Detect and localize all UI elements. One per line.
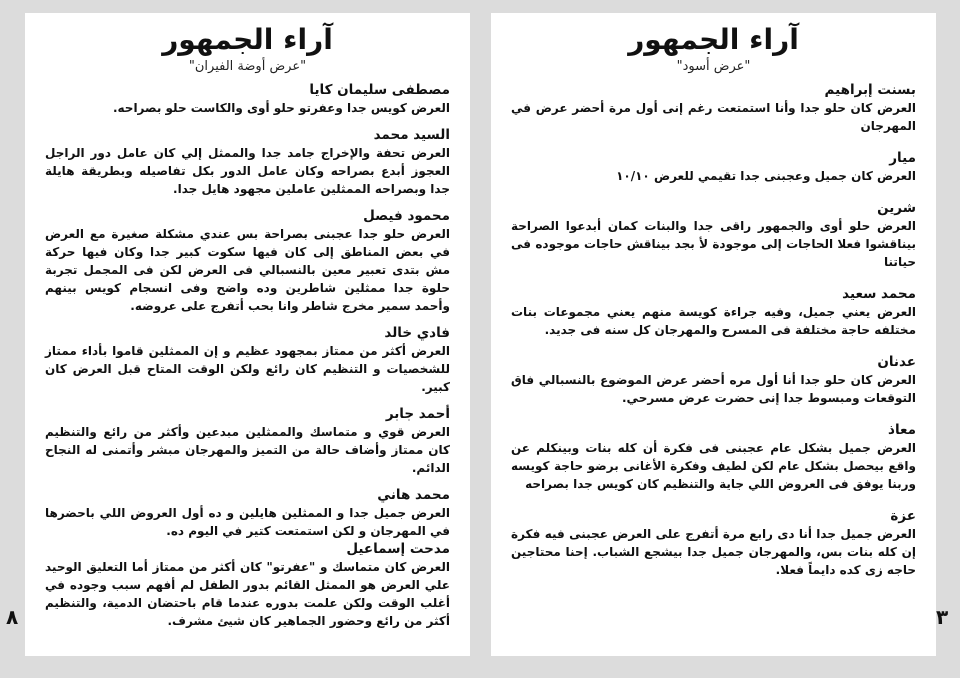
reviewer-name: السيد محمد <box>373 127 450 143</box>
review-text: العرض كان حلو جدا أنا أول مره أحضر عرض الموضوع بالنسبالي فاق التوقعات ومبسوط جدا إنى حضرت عرض مسرحي. <box>511 373 916 405</box>
page-subtitle: "عرض أسود" <box>676 59 751 74</box>
review-entry <box>45 540 450 630</box>
review-entry <box>45 126 450 198</box>
reviewer-name: شرين <box>877 200 916 216</box>
reviewer-name: محمد سعيد <box>842 286 916 302</box>
reviewer-name: محمود فيصل <box>363 208 450 224</box>
review-text: العرض جميل بشكل عام عجبنى فى فكرة أن كله بنات وبينكلم عن واقع بيحصل بشكل عام لكن لطيف وفكرة الأغانى برضو حاجة كويسه وربنا يوفق فى العروض اللي جاية والتنظيم كان كويس جدا بصراحه <box>511 441 916 491</box>
review-text: العرض كويس جدا وعفرتو حلو أوى والكاست حلو بصراحه. <box>112 101 450 115</box>
review-entry <box>511 149 916 185</box>
reviewer-name: بسنت إبراهيم <box>824 82 916 98</box>
page-subtitle: "عرض أوضة الفيران" <box>188 59 307 74</box>
review-entry <box>511 421 916 493</box>
review-entry <box>511 285 916 339</box>
page-title: آراء الجمهور <box>162 23 333 56</box>
review-entry <box>511 81 916 135</box>
review-text: العرض أكثر من ممتاز بمجهود عظيم و إن الممثلين قاموا بأداء ممتاز للشخصيات و التنظيم كان رائع ولكن الوقت المتاح قبل العرض كان كبير. <box>45 344 450 394</box>
review-text: العرض حلو جدا عجبنى بصراحة بس عندي مشكلة صغيرة مع العرض في بعض المناطق إلى كان فيها سكوت كبير جدا وكان فيها حركة مش بتدى تعبير معين بالنسبالي فى العرض لكن فى المجمل تجربة حلوة جدا ممثلين شاطرين وده واضح وفى انسجام كويس بينهم وأحمد سمير مخرج شاطر وانا بحب أتفرج على عروضه. <box>45 227 450 313</box>
review-text: العرض يعني جميل، وفيه جراءة كويسة منهم يعني مجموعات بنات مختلفه حاجة مختلفة فى المسرح والمهرجان كل سنه فى جديد. <box>511 305 916 337</box>
review-entry <box>511 507 916 579</box>
review-entry <box>45 405 450 477</box>
review-text: العرض كان حلو جدا وأنا استمتعت رغم إنى أول مرة أحضر عرض في المهرجان <box>511 101 916 133</box>
page-number-left: ٨ <box>6 605 19 629</box>
review-text: العرض حلو أوى والجمهور راقى جدا والبنات كمان أبدعوا الصراحة بيناقشوا فعلا الحاجات إلى موجودة لأ بجد بيناقش حاجات موجوده فى حياتنا <box>511 219 916 269</box>
reviewer-name: ميار <box>889 150 916 166</box>
reviewer-name: فادي خالد <box>384 325 450 341</box>
review-text: العرض قوي و متماسك والممثلين مبدعين وأكثر من رائع والتنظيم كان ممتاز وأضاف حالة من التميز والمهرجان مبشر وأتمنى له النجاح الدائم. <box>45 425 450 475</box>
review-entry <box>45 207 450 315</box>
reviewer-name: مدحت إسماعيل <box>346 541 450 557</box>
right-page <box>491 13 936 656</box>
review-entry <box>45 324 450 396</box>
reviewer-name: مصطفى سليمان كايا <box>309 82 450 98</box>
review-entry <box>511 199 916 271</box>
page-title: آراء الجمهور <box>628 23 799 56</box>
review-text: العرض تحفة والإخراج جامد جدا والممثل إلي كان عامل دور الراجل العجوز أبدع بصراحه وكان عامل الدور بكل تفاصيله وبطريقة هايلة جدا وبصراحه الممثلين عاملين مجهود هايل جدا. <box>45 146 450 196</box>
review-text: العرض جميل جدا و الممثلين هايلين و ده أول العروض اللي باحضرها في المهرجان و لكن استمتعت كتير في اليوم ده. <box>45 506 450 538</box>
review-entry <box>45 81 450 117</box>
review-text: العرض كان متماسك و "عفرتو" كان أكثر من ممتاز أما التعليق الوحيد علي العرض هو الممثل القائم بدور الطفل لم أفهم سبب وجوده في أغلب الوقت ولكن علمت بدوره عندما قام باحتضان الدمية، والتنظيم أكثر من رائع وحضور الجماهير كان شيئ مشرف. <box>45 560 450 628</box>
review-entry <box>45 486 450 540</box>
reviewer-name: أحمد جابر <box>385 406 450 422</box>
reviewer-name: عزة <box>890 508 916 524</box>
page-number-right: ٣ <box>936 605 949 629</box>
review-text: العرض كان جميل وعجبنى جدا تقيمي للعرض ١٠/١٠ <box>616 169 916 183</box>
reviewer-name: معاذ <box>888 422 916 438</box>
review-entry <box>511 353 916 407</box>
reviewer-name: محمد هاني <box>377 487 450 503</box>
left-page <box>25 13 470 656</box>
reviewer-name: عدنان <box>877 354 916 370</box>
review-text: العرض جميل جدا أنا دى رابع مرة أتفرج على العرض عجبنى فيه فكرة إن كله بنات بس، والمهرجان جميل جدا بيشجع الشباب. إحنا محتاجين حاجه زى كده دايماً فعلا. <box>511 527 916 577</box>
